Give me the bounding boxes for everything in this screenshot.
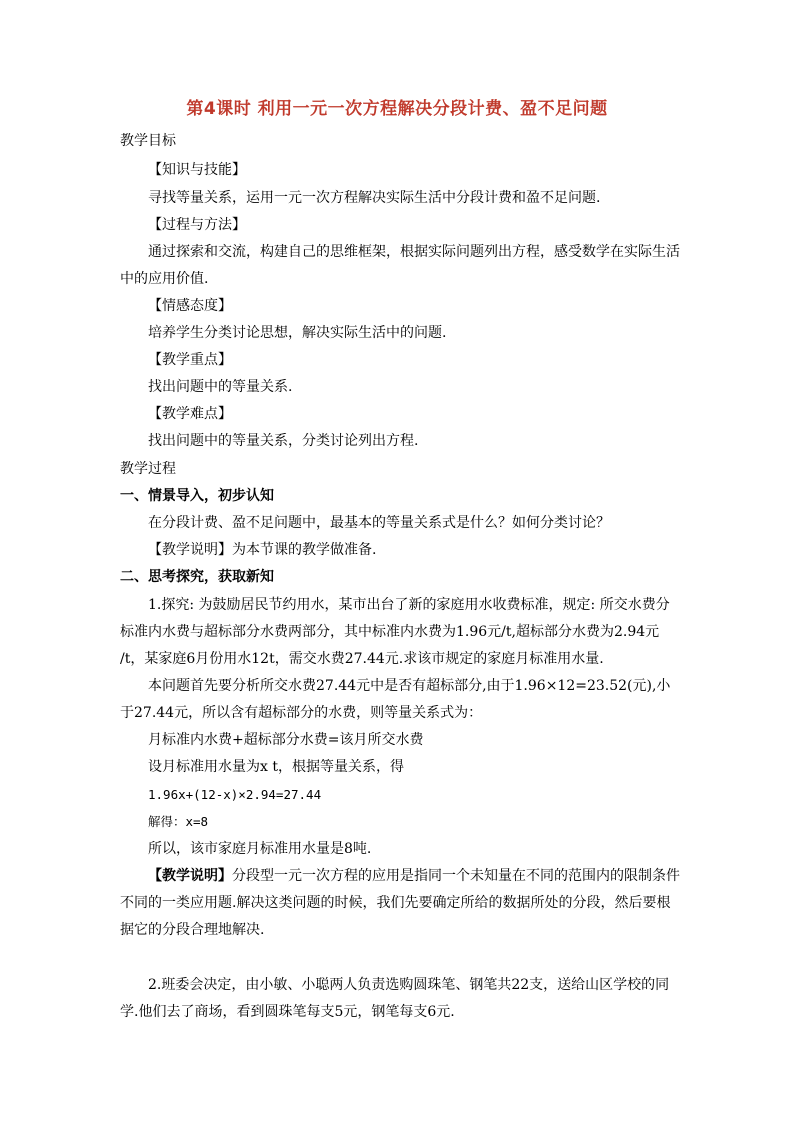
problem-1: 1.探究: 为鼓励居民节约用水，某市出台了新的家庭用水收费标准，规定: 所交水费分 [148, 597, 670, 613]
solution: 解得：x=8 [148, 814, 209, 829]
paragraph: 寻找等量关系，运用一元一次方程解决实际生活中分段计费和盈不足问题. [148, 190, 601, 206]
teaching-note: 【教学说明】为本节课的教学做准备. [148, 542, 377, 558]
paragraph: 培养学生分类讨论思想，解决实际生活中的问题. [148, 325, 447, 341]
equality-relation: 月标准内水费+超标部分水费=该月所交水费 [148, 732, 424, 748]
setup-variable: 设月标准用水量为x t，根据等量关系，得 [148, 759, 404, 775]
teaching-note-label: 【教学说明】 [148, 868, 232, 884]
subheading-knowledge: 【知识与技能】 [148, 162, 246, 178]
analysis-paragraph: 本问题首先要分析所交水费27.44元中是否有超标部分,由于1.96×12=23.52(元),小 [148, 678, 671, 694]
page-title: 第4课时 利用一元一次方程解决分段计费、盈不足问题 [186, 99, 608, 119]
teaching-note-continued: 不同的一类应用题.解决这类问题的时候，我们先要确定所给的数据所处的分段，然后要根 [120, 895, 671, 911]
paragraph: 通过探索和交流，构建自己的思维框架，根据实际问题列出方程，感受数学在实际生活 [148, 244, 680, 260]
teaching-note-continued: 据它的分段合理地解决. [120, 922, 265, 938]
paragraph: 在分段计费、盈不足问题中，最基本的等量关系式是什么？如何分类讨论？ [148, 515, 610, 531]
subheading-key-points: 【教学重点】 [148, 352, 232, 368]
section-heading-process: 教学过程 [120, 461, 176, 477]
analysis-continued: 于27.44元，所以含有超标部分的水费，则等量关系式为： [120, 705, 483, 721]
section-heading-2: 二、思考探究，获取新知 [120, 569, 274, 585]
problem-1-continued: 标准内水费与超标部分水费两部分，其中标准内水费为1.96元/t,超标部分水费为2.94元 [120, 624, 660, 640]
problem-1-continued: /t，某家庭6月份用水12t，需交水费27.44元.求该市规定的家庭月标准用水量. [120, 651, 604, 667]
problem-2-continued: 学.他们去了商场，看到圆珠笔每支5元，钢笔每支6元. [120, 1004, 455, 1020]
teaching-note-paragraph [148, 866, 680, 886]
paragraph: 找出问题中的等量关系. [148, 379, 293, 395]
paragraph: 找出问题中的等量关系，分类讨论列出方程. [148, 433, 419, 449]
paragraph-continued: 中的应用价值. [120, 271, 209, 287]
subheading-difficulties: 【教学难点】 [148, 406, 232, 422]
section-heading-1: 一、情景导入，初步认知 [120, 488, 274, 504]
section-heading-objectives: 教学目标 [120, 133, 176, 149]
teaching-note-text: 分段型一元一次方程的应用是指同一个未知量在不同的范围内的限制条件 [232, 868, 680, 884]
conclusion: 所以，该市家庭月标准用水量是8吨. [148, 841, 372, 857]
subheading-process: 【过程与方法】 [148, 217, 246, 233]
subheading-attitude: 【情感态度】 [148, 298, 232, 314]
equation: 1.96x+(12-x)×2.94=27.44 [148, 787, 322, 802]
problem-2: 2.班委会决定，由小敏、小聪两人负责选购圆珠笔、钢笔共22支，送给山区学校的同 [148, 977, 670, 993]
